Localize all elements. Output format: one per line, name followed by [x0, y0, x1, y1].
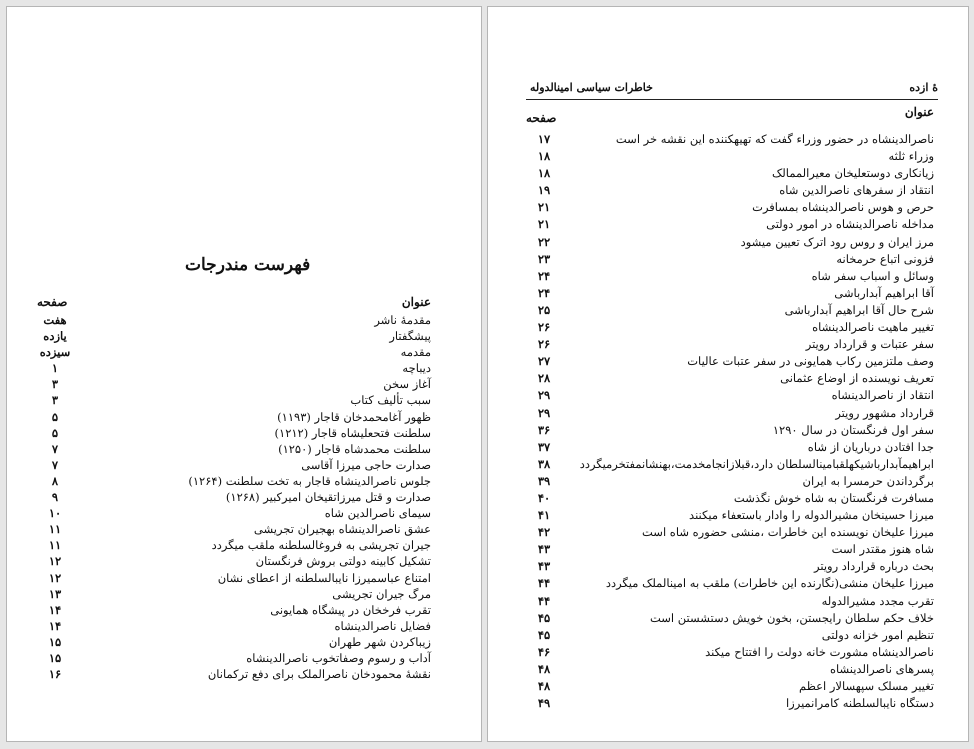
entry-page-number: ۱۵: [48, 650, 62, 665]
toc-entry: [526, 217, 934, 234]
toc-entry: [526, 491, 934, 508]
toc-entry: [526, 508, 934, 525]
column-header-page: صفحه: [526, 111, 557, 125]
entry-page-number: ۴۹: [537, 696, 551, 711]
toc-entry: [526, 286, 934, 303]
toc-entry: [526, 628, 934, 645]
toc-entry: [37, 571, 431, 587]
entry-title: جیران تجریشی به فروغالسلطنه ملقب میگردد: [211, 538, 431, 553]
toc-list: [37, 313, 431, 683]
entry-title: تشکیل کابینه دولتی بروش فرنگستان: [255, 554, 431, 569]
entry-title: سبب تألیف کتاب: [350, 393, 431, 408]
entry-page-number: ۱۸: [537, 149, 551, 164]
entry-page-number: ۱۹: [537, 183, 551, 198]
toc-list: [526, 132, 934, 713]
entry-page-number: ۲۴: [537, 268, 551, 283]
entry-page-number: ۴۱: [537, 508, 551, 523]
entry-title: ناصرالدینشاه مشورت خانه دولت را افتتاح میکند: [705, 644, 934, 659]
entry-title: جدا افتادن درباریان از شاه: [807, 439, 934, 454]
toc-entry: [37, 442, 431, 458]
toc-entry: [37, 522, 431, 538]
entry-page-number: ۴۴: [537, 576, 551, 591]
toc-entry: [37, 474, 431, 490]
entry-page-number: ۱۱: [48, 522, 62, 537]
entry-title: تقرب فرخخان در پیشگاه همایونی: [270, 602, 431, 617]
entry-title: آداب و رسوم وصفاتخوب ناصرالدینشاه: [246, 650, 431, 665]
left-book-page: [6, 6, 482, 742]
toc-entry: [526, 354, 934, 371]
entry-page-number: ۲۷: [537, 354, 551, 369]
entry-title: امتناع عباسمیرزا نایبالسلطنه از اعطای نشان: [217, 570, 431, 585]
entry-page-number: ۱۶: [48, 667, 62, 682]
entry-title: سفر اول فرنگستان در سال ۱۲۹۰: [772, 422, 934, 437]
entry-title: عشق ناصرالدینشاه بهجیران تجریشی: [253, 522, 431, 537]
entry-page-number: ۲۹: [537, 405, 551, 420]
entry-page-number: ۵: [51, 409, 59, 424]
entry-title: وصف ملتزمین رکاب همایونی در سفر عتبات عالیات: [687, 354, 934, 369]
toc-entry: [526, 611, 934, 628]
toc-entry: [37, 490, 431, 506]
entry-title: شرح حال آقا ابراهیم آبدارباشی: [784, 302, 934, 317]
entry-page-number: ۱۴: [48, 602, 62, 617]
toc-entry: [37, 426, 431, 442]
entry-title: پیشگفتار: [389, 329, 431, 344]
toc-entry: [526, 696, 934, 713]
toc-entry: [37, 603, 431, 619]
entry-page-number: ۲۱: [537, 217, 551, 232]
entry-title: شاه هنوز مقتدر است: [831, 542, 934, 557]
entry-title: صدارت حاجی میرزا آقاسی: [301, 457, 431, 472]
toc-entry: [526, 166, 934, 183]
entry-title: انتقاد از سفرهای ناصرالدین شاه: [779, 183, 934, 198]
entry-title: زیباکردن شهر طهران: [328, 634, 431, 649]
toc-entry: [37, 361, 431, 377]
entry-page-number: ۱۴: [48, 618, 62, 633]
entry-title: سلطنت فتحعلیشاه قاجار (۱۲۱۲): [274, 425, 431, 440]
entry-title: وزراء ثلثه: [888, 149, 934, 164]
entry-page-number: ۴۵: [537, 627, 551, 642]
entry-page-number: ۳۹: [537, 473, 551, 488]
toc-entry: [37, 667, 431, 683]
entry-page-number: ۴۰: [537, 490, 551, 505]
column-header-page: صفحه: [37, 295, 68, 309]
entry-page-number: ۴۸: [537, 679, 551, 693]
entry-page-number: ۳: [51, 393, 59, 408]
toc-entry: [37, 635, 431, 651]
entry-page-number: ۱: [51, 361, 59, 376]
entry-title: جلوس ناصرالدینشاه قاجار به تخت سلطنت (۱۲۶۴): [188, 473, 431, 488]
entry-title: تغییر مسلک سپهسالار اعظم: [799, 679, 934, 693]
entry-title: سیمای ناصرالدین شاه: [324, 506, 431, 521]
entry-page-number: ۱۳: [48, 586, 62, 601]
entry-page-number: ۴۵: [537, 610, 551, 625]
entry-title: تنظیم امور خزانه دولتی: [821, 627, 934, 642]
entry-title: مرگ جیران تجریشی: [332, 586, 431, 601]
entry-page-number: ۴۳: [537, 542, 551, 557]
toc-entry: [526, 440, 934, 457]
entry-title: ناصرالدینشاه در حضور وزراء گفت که تهیهکننده این نقشه خر است: [615, 132, 934, 146]
entry-page-number: ۲۴: [537, 285, 551, 300]
entry-page-number: سیزده: [39, 345, 71, 360]
entry-page-number: ۸: [51, 473, 59, 488]
toc-entry: [526, 679, 934, 696]
entry-page-number: ۲۲: [537, 234, 551, 249]
entry-page-number: ۴۶: [537, 644, 551, 659]
book-title-header: خاطرات سیاسی امینالدوله: [530, 81, 653, 94]
entry-page-number: ۴۳: [537, 559, 551, 574]
entry-title: دستگاه نایبالسلطنه کامرانمیرزا: [785, 696, 934, 711]
entry-page-number: ۱۰: [48, 506, 62, 521]
entry-page-number: ۱۸: [537, 166, 551, 181]
entry-title: تعریف نویسنده از اوضاع عثمانی: [780, 371, 934, 386]
entry-title: تقرب مجدد مشیرالدوله: [821, 593, 934, 608]
entry-title: میرزا علیخان نویسنده این خاطرات ،منشی حضوره شاه است: [642, 525, 934, 540]
entry-page-number: ۱۲: [48, 554, 62, 569]
toc-entry: [526, 474, 934, 491]
entry-title: فزونی اتباع حرمخانه: [836, 251, 934, 266]
toc-entry: [526, 576, 934, 593]
entry-page-number: ۴۲: [537, 525, 551, 540]
toc-entry: [526, 542, 934, 559]
toc-entry: [526, 149, 934, 166]
entry-title: تغییر ماهیت ناصرالدینشاه: [812, 320, 934, 335]
entry-page-number: ۵: [51, 425, 59, 440]
entry-title: قرارداد مشهور رویتر: [835, 405, 934, 420]
toc-entry: [526, 662, 934, 679]
entry-page-number: ۲۱: [537, 200, 551, 215]
toc-entry: [37, 506, 431, 522]
toc-entry: [526, 320, 934, 337]
entry-page-number: ۲۶: [537, 337, 551, 352]
entry-page-number: ۲۶: [537, 320, 551, 335]
entry-page-number: ۷: [51, 441, 59, 456]
entry-title: دیباچه: [402, 361, 431, 376]
entry-page-number: ۳: [51, 377, 59, 392]
toc-entry: [526, 132, 934, 149]
entry-title: حرص و هوس ناصرالدینشاه بمسافرت: [752, 200, 934, 215]
toc-entry: [526, 183, 934, 200]
entry-title: صدارت و قتل میرزاتقیخان امیرکبیر (۱۲۶۸): [225, 490, 431, 505]
toc-entry: [37, 619, 431, 635]
toc-entry: [526, 337, 934, 354]
entry-title: انتقاد از ناصرالدینشاه: [831, 388, 934, 403]
toc-entry: [526, 457, 934, 474]
toc-entry: [526, 423, 934, 440]
entry-title: پسرهای ناصرالدینشاه: [829, 661, 934, 676]
entry-page-number: ۷: [51, 457, 59, 472]
entry-title: برگرداندن حرمسرا به ایران: [802, 473, 934, 488]
toc-entry: [526, 371, 934, 388]
entry-title: بحث درباره قرارداد رویتر: [814, 559, 934, 574]
entry-title: سلطنت محمدشاه قاجار (۱۲۵۰): [278, 441, 431, 456]
right-book-page: [487, 6, 969, 742]
column-header-title: عنوان: [401, 295, 431, 309]
toc-entry: [37, 458, 431, 474]
entry-page-number: ۲۳: [537, 251, 551, 266]
entry-title: مداخله ناصرالدینشاه در امور دولتی: [766, 217, 934, 232]
entry-page-number: ۳۸: [537, 456, 551, 471]
entry-title: آغاز سخن: [383, 377, 431, 392]
entry-title: نقشهٔ محمودخان ناصرالملک برای دفع ترکمانان: [207, 667, 431, 682]
running-head: [526, 79, 938, 100]
toc-heading: فهرست مندرجات: [185, 255, 311, 275]
toc-entry: [37, 554, 431, 570]
toc-entry: [37, 377, 431, 393]
entry-page-number: ۱۲: [48, 570, 62, 585]
toc-entry: [526, 252, 934, 269]
page-number-header: هٔ ازده: [909, 81, 938, 94]
toc-entry: [37, 587, 431, 603]
entry-title: سفر عتبات و قرارداد رویتر: [805, 337, 934, 352]
entry-title: آقا ابراهیم آبدارباشی: [834, 285, 934, 300]
entry-page-number: ۹: [51, 490, 59, 505]
toc-entry: [526, 406, 934, 423]
entry-title: میرزا حسینخان مشیرالدوله را وادار باستعفاء میکنند: [689, 508, 934, 523]
entry-title: ظهور آغامحمدخان قاجار (۱۱۹۳): [277, 409, 431, 424]
entry-page-number: ۳۷: [537, 439, 551, 454]
entry-page-number: ۱۱: [48, 538, 62, 553]
toc-entry: [526, 235, 934, 252]
toc-entry: [526, 559, 934, 576]
toc-entry: [37, 393, 431, 409]
column-header-title: عنوان: [904, 105, 934, 119]
toc-entry: [37, 538, 431, 554]
entry-title: زیانکاری دوستعلیخان معیرالممالک: [772, 166, 934, 181]
entry-title: وسائل و اسباب سفر شاه: [811, 268, 934, 283]
entry-page-number: هفت: [43, 313, 67, 327]
entry-page-number: ۱۷: [537, 132, 551, 146]
entry-page-number: ۴۴: [537, 593, 551, 608]
entry-title: میرزا علیخان منشی(نگارنده این خاطرات) ملقب به امینالملک میگردد: [605, 576, 934, 591]
entry-page-number: ۴۸: [537, 661, 551, 676]
entry-page-number: یازده: [43, 329, 67, 344]
toc-entry: [37, 329, 431, 345]
toc-entry: [37, 313, 431, 329]
entry-title: فضایل ناصرالدینشاه: [334, 618, 431, 633]
toc-entry: [526, 303, 934, 320]
toc-entry: [526, 388, 934, 405]
entry-title: مقدمه: [400, 345, 431, 360]
entry-title: خلاف حکم سلطان رایجستن، بخون خویش دستشستن است: [649, 610, 934, 625]
entry-page-number: ۳۶: [537, 422, 551, 437]
toc-entry: [526, 200, 934, 217]
entry-page-number: ۲۹: [537, 388, 551, 403]
toc-entry: [37, 345, 431, 361]
toc-entry: [526, 594, 934, 611]
entry-page-number: ۱۵: [48, 634, 62, 649]
toc-entry: [526, 525, 934, 542]
toc-entry: [526, 645, 934, 662]
toc-entry: [526, 269, 934, 286]
toc-entry: [37, 651, 431, 667]
entry-title: مرز ایران و روس رود اترک تعیین میشود: [740, 234, 934, 249]
entry-title: ابراهیمآبدارباشیکهلقبامینالسلطان دارد،قبلازانجامخدمت،بهنشانمفتخرمیگردد: [579, 456, 934, 471]
entry-page-number: ۲۸: [537, 371, 551, 386]
entry-page-number: ۲۵: [537, 302, 551, 317]
entry-title: مسافرت فرنگستان به شاه خوش نگذشت: [733, 490, 934, 505]
entry-title: مقدمهٔ ناشر: [374, 313, 431, 327]
toc-entry: [37, 410, 431, 426]
